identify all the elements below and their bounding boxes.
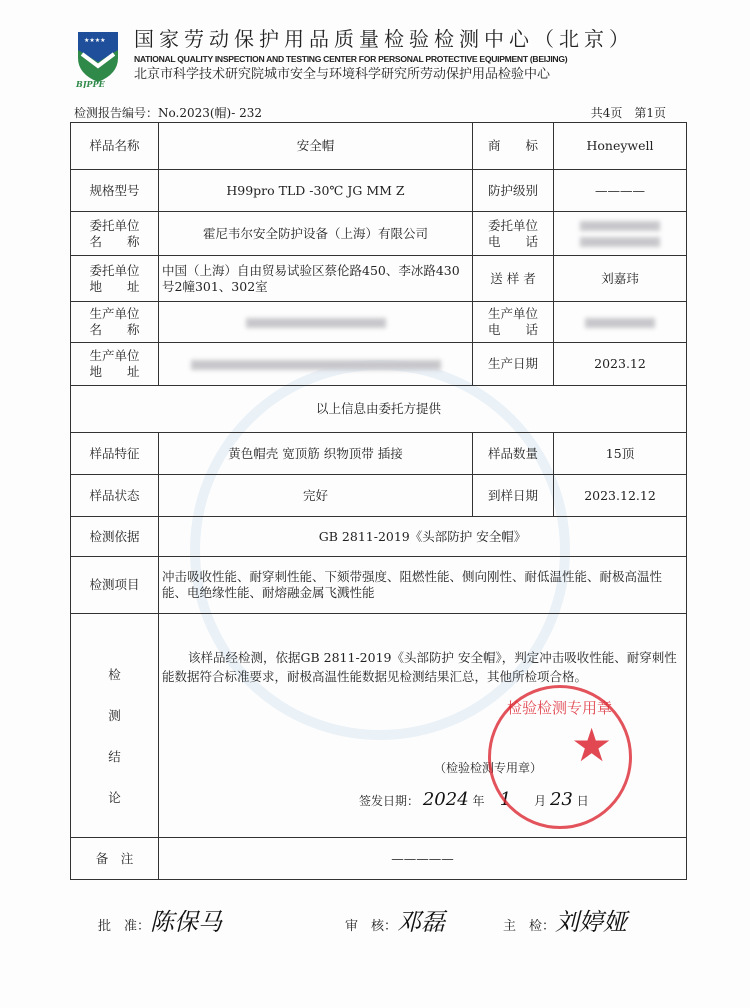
label-char: 检 [108,666,121,682]
issue-month: 1 [499,789,512,810]
signature: 邓磊 [397,908,446,936]
table-row [71,212,687,256]
label: 到样日期 [473,475,554,517]
value: 15顶 [554,433,687,475]
label: 样品特征 [71,433,159,475]
table-row [71,386,687,433]
value: 霍尼韦尔安全防护设备（上海）有限公司 [159,212,473,256]
label: 主 检： [503,919,556,934]
year-label: 年 [472,794,485,808]
redacted-value [554,212,687,256]
value: Honeywell [554,123,687,170]
table-row [71,475,687,517]
label: 生产日期 [473,343,554,386]
svg-text:BJPPE: BJPPE [76,79,105,88]
seal-note: （检验检测专用章） [434,761,543,775]
label: 样品状态 [71,475,159,517]
value: 安全帽 [159,123,473,170]
reviewer-signature [345,902,445,937]
value: 2023.12 [554,343,687,386]
month-label: 月 [534,794,547,808]
star-icon: ★ [571,718,613,772]
value: H99pro TLD -30℃ JG MM Z [159,170,473,212]
label: 样品数量 [473,433,554,475]
label: 备 注 [71,838,159,880]
issue-year: 2024 [422,789,469,810]
label: 生产单位 名 称 [71,302,159,343]
label-char: 结 [108,748,121,764]
label: 规格型号 [71,170,159,212]
redacted-value [159,343,473,386]
label-char: 论 [108,789,121,805]
official-seal [488,685,632,829]
table-row [71,838,687,880]
signature: 刘婷娅 [555,908,628,936]
value: 2023.12.12 [554,475,687,517]
value: ———— [554,170,687,212]
label: 生产单位 电 话 [473,302,554,343]
label-char: 测 [108,707,121,723]
label: 委托单位 电 话 [473,212,554,256]
value: 黄色帽壳 宽顶筋 织物顶带 插接 [159,433,473,475]
report-number: 检测报告编号：No.2023(帽)- 232 [74,106,263,120]
signature: 陈保马 [150,908,223,936]
svg-text:★★★★: ★★★★ [84,37,106,44]
page-count: 共4页 第1页 [590,106,666,120]
table-row [71,557,687,614]
label: 检测项目 [71,557,159,614]
label: 防护级别 [473,170,554,212]
value: 完好 [159,475,473,517]
table-row [71,256,687,302]
label: 委托单位 地 址 [71,256,159,302]
table-row [71,343,687,386]
redacted-value [159,302,473,343]
org-subtitle: 北京市科学技术研究院城市安全与环境科学研究所劳动保护用品检验中心 [134,67,551,82]
label: 审 核： [345,919,398,934]
inspector-signature [503,902,627,937]
label: 商 标 [473,123,554,170]
label: 送 样 者 [473,256,554,302]
label: 检测依据 [71,517,159,557]
conclusion-label [71,614,159,838]
value: GB 2811-2019《头部防护 安全帽》 [159,517,687,557]
seal-text: 检验检测专用章 [507,699,613,717]
label: 委托单位 名 称 [71,212,159,256]
label: 生产单位 地 址 [71,343,159,386]
table-row [71,433,687,475]
table-row [71,123,687,170]
issue-date-label: 签发日期： [359,794,420,808]
org-title-en: NATIONAL QUALITY INSPECTION AND TESTING CENTER FOR PERSONAL PROTECTIVE EQUIPMENT (BEIJING) [134,54,568,64]
label: 样品名称 [71,123,159,170]
org-title-cn: 国家劳动保护用品质量检验检测中心（北京） [134,27,634,51]
table-row [71,517,687,557]
value: 冲击吸收性能、耐穿刺性能、下颏带强度、阻燃性能、侧向刚性、耐低温性能、耐极高温性能、电绝缘性能、耐熔融金属飞溅性能 [159,557,687,614]
conclusion-text: 该样品经检测，依据GB 2811-2019《头部防护 安全帽》，判定冲击吸收性能、耐穿刺性能数据符合标准要求，耐极高温性能数据见检测结果汇总，其他所检项合格。 [162,650,677,684]
label: 批 准： [98,919,151,934]
value: 中国（上海）自由贸易试验区蔡伦路450、李冰路430号2幢301、302室 [159,256,473,302]
value: 刘嘉玮 [554,256,687,302]
value: ————— [159,838,687,880]
issue-day: 23 [549,789,573,810]
table-row [71,170,687,212]
redacted-value [554,302,687,343]
approver-signature [98,902,222,937]
bjppe-logo [74,28,122,88]
table-row [71,302,687,343]
day-label: 日 [576,794,589,808]
info-note: 以上信息由委托方提供 [71,386,687,433]
